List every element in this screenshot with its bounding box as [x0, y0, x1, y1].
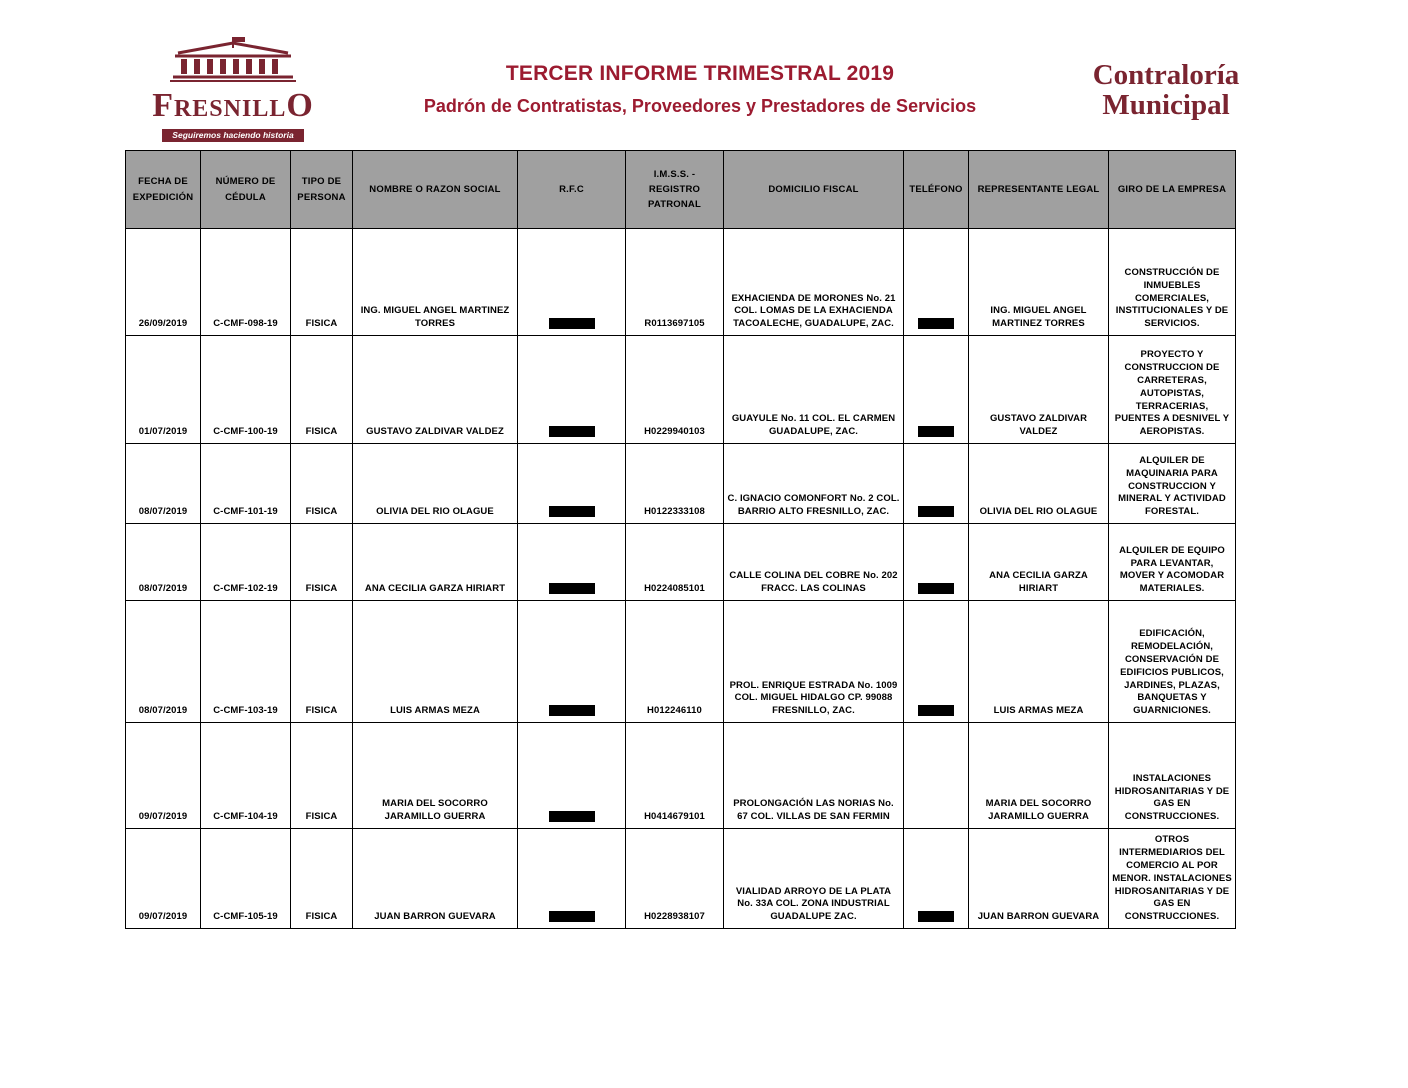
redaction-bar — [918, 911, 954, 922]
cell-giro: EDIFICACIÓN, REMODELACIÓN, CONSERVACIÓN DE EDIFICIOS PUBLICOS, JARDINES, PLAZAS, BANQUETAS Y GUARNICIONES. — [1109, 601, 1236, 723]
cell-representante: OLIVIA DEL RIO OLAGUE — [969, 444, 1109, 524]
cell-cedula: C-CMF-105-19 — [201, 829, 291, 929]
table-row — [126, 336, 1236, 444]
cell-domicilio: GUAYULE No. 11 COL. EL CARMEN GUADALUPE, ZAC. — [724, 336, 904, 444]
cell-imss: R0113697105 — [626, 229, 724, 336]
cell-imss: H012246110 — [626, 601, 724, 723]
cell-cedula: C-CMF-100-19 — [201, 336, 291, 444]
redaction-bar — [918, 318, 954, 329]
cell-fecha: 09/07/2019 — [126, 829, 201, 929]
cell-representante: ING. MIGUEL ANGEL MARTINEZ TORRES — [969, 229, 1109, 336]
column-header-imss: I.M.S.S. - REGISTRO PATRONAL — [626, 151, 724, 229]
cell-tipo: FISICA — [291, 723, 353, 829]
cell-giro: ALQUILER DE EQUIPO PARA LEVANTAR, MOVER Y ACOMODAR MATERIALES. — [1109, 524, 1236, 601]
table-row — [126, 444, 1236, 524]
column-header-rfc: R.F.C — [518, 151, 626, 229]
redaction-bar — [549, 705, 595, 716]
cell-cedula: C-CMF-101-19 — [201, 444, 291, 524]
cell-fecha: 09/07/2019 — [126, 723, 201, 829]
fresnillo-tagline-wrap — [126, 125, 340, 143]
cell-nombre: LUIS ARMAS MEZA — [353, 601, 518, 723]
table-header-row — [126, 151, 1236, 229]
cell-telefono — [904, 444, 969, 524]
cell-rfc — [518, 229, 626, 336]
table-row — [126, 229, 1236, 336]
cell-representante: JUAN BARRON GUEVARA — [969, 829, 1109, 929]
redaction-bar — [549, 583, 595, 594]
cell-telefono — [904, 229, 969, 336]
cell-fecha: 08/07/2019 — [126, 444, 201, 524]
cell-telefono — [904, 524, 969, 601]
cell-fecha: 08/07/2019 — [126, 601, 201, 723]
contraloria-line2: Municipal — [1102, 89, 1230, 122]
contractors-table — [125, 150, 1236, 929]
cell-domicilio: C. IGNACIO COMONFORT No. 2 COL. BARRIO ALTO FRESNILLO, ZAC. — [724, 444, 904, 524]
redaction-bar — [549, 811, 595, 822]
table-row — [126, 829, 1236, 929]
cell-rfc — [518, 829, 626, 929]
redaction-bar — [549, 318, 595, 329]
cell-tipo: FISICA — [291, 336, 353, 444]
cell-rfc — [518, 336, 626, 444]
cell-domicilio: PROL. ENRIQUE ESTRADA No. 1009 COL. MIGUEL HIDALGO CP. 99088 FRESNILLO, ZAC. — [724, 601, 904, 723]
cell-imss: H0224085101 — [626, 524, 724, 601]
cell-representante: MARIA DEL SOCORRO JARAMILLO GUERRA — [969, 723, 1109, 829]
cell-telefono — [904, 723, 969, 829]
cell-domicilio: EXHACIENDA DE MORONES No. 21 COL. LOMAS DE LA EXHACIENDA TACOALECHE, GUADALUPE, ZAC. — [724, 229, 904, 336]
contraloria-logo — [1076, 60, 1256, 122]
redaction-bar — [918, 705, 954, 716]
column-header-domicilio: DOMICILIO FISCAL — [724, 151, 904, 229]
column-header-fecha: FECHA DE EXPEDICIÓN — [126, 151, 201, 229]
redaction-bar — [549, 506, 595, 517]
fresnillo-logo — [126, 36, 340, 143]
fresnillo-wordmark: FresnillO — [152, 87, 314, 124]
cell-domicilio: VIALIDAD ARROYO DE LA PLATA No. 33A COL. ZONA INDUSTRIAL GUADALUPE ZAC. — [724, 829, 904, 929]
column-header-giro: GIRO DE LA EMPRESA — [1109, 151, 1236, 229]
cell-giro: PROYECTO Y CONSTRUCCION DE CARRETERAS, AUTOPISTAS, TERRACERIAS, PUENTES A DESNIVEL Y AEROPISTAS. — [1109, 336, 1236, 444]
column-header-nombre: NOMBRE O RAZON SOCIAL — [353, 151, 518, 229]
table-row — [126, 723, 1236, 829]
cell-rfc — [518, 723, 626, 829]
cell-domicilio: PROLONGACIÓN LAS NORIAS No. 67 COL. VILLAS DE SAN FERMIN — [724, 723, 904, 829]
cell-imss: H0228938107 — [626, 829, 724, 929]
cell-giro: CONSTRUCCIÓN DE INMUEBLES COMERCIALES, INSTITUCIONALES Y DE SERVICIOS. — [1109, 229, 1236, 336]
cell-tipo: FISICA — [291, 524, 353, 601]
column-header-representante: REPRESENTANTE LEGAL — [969, 151, 1109, 229]
column-header-tipo: TIPO DE PERSONA — [291, 151, 353, 229]
cell-cedula: C-CMF-104-19 — [201, 723, 291, 829]
cell-telefono — [904, 829, 969, 929]
cell-representante: ANA CECILIA GARZA HIRIART — [969, 524, 1109, 601]
cell-fecha: 08/07/2019 — [126, 524, 201, 601]
cell-cedula: C-CMF-098-19 — [201, 229, 291, 336]
cell-tipo: FISICA — [291, 444, 353, 524]
cell-representante: LUIS ARMAS MEZA — [969, 601, 1109, 723]
cell-tipo: FISICA — [291, 229, 353, 336]
cell-cedula: C-CMF-102-19 — [201, 524, 291, 601]
cell-domicilio: CALLE COLINA DEL COBRE No. 202 FRACC. LAS COLINAS — [724, 524, 904, 601]
report-title: TERCER INFORME TRIMESTRAL 2019 — [505, 62, 895, 85]
fresnillo-tagline: Seguiremos haciendo historia — [162, 129, 303, 142]
cell-telefono — [904, 336, 969, 444]
report-subtitle: Padrón de Contratistas, Proveedores y Prestadores de Servicios — [423, 96, 977, 116]
cell-giro: OTROS INTERMEDIARIOS DEL COMERCIO AL POR MENOR. INSTALACIONES HIDROSANITARIAS Y DE GAS EN CONSTRUCCIONES. — [1109, 829, 1236, 929]
cell-telefono — [904, 601, 969, 723]
title-block — [340, 62, 1060, 117]
cell-nombre: ANA CECILIA GARZA HIRIART — [353, 524, 518, 601]
cell-imss: H0229940103 — [626, 336, 724, 444]
redaction-bar — [549, 426, 595, 437]
cell-imss: H0414679101 — [626, 723, 724, 829]
redaction-bar — [918, 426, 954, 437]
cell-imss: H0122333108 — [626, 444, 724, 524]
redaction-bar — [549, 911, 595, 922]
redaction-bar — [918, 583, 954, 594]
column-header-telefono: TELÉFONO — [904, 151, 969, 229]
cell-giro: ALQUILER DE MAQUINARIA PARA CONSTRUCCION Y MINERAL Y ACTIVIDAD FORESTAL. — [1109, 444, 1236, 524]
building-icon — [158, 36, 308, 82]
cell-nombre: ING. MIGUEL ANGEL MARTINEZ TORRES — [353, 229, 518, 336]
cell-cedula: C-CMF-103-19 — [201, 601, 291, 723]
table-row — [126, 601, 1236, 723]
contraloria-line1: Contraloría — [1092, 59, 1240, 91]
cell-fecha: 26/09/2019 — [126, 229, 201, 336]
cell-tipo: FISICA — [291, 601, 353, 723]
cell-fecha: 01/07/2019 — [126, 336, 201, 444]
cell-representante: GUSTAVO ZALDIVAR VALDEZ — [969, 336, 1109, 444]
cell-nombre: GUSTAVO ZALDIVAR VALDEZ — [353, 336, 518, 444]
cell-rfc — [518, 524, 626, 601]
cell-tipo: FISICA — [291, 829, 353, 929]
cell-nombre: OLIVIA DEL RIO OLAGUE — [353, 444, 518, 524]
table-row — [126, 524, 1236, 601]
cell-rfc — [518, 444, 626, 524]
cell-rfc — [518, 601, 626, 723]
column-header-cedula: NÚMERO DE CÉDULA — [201, 151, 291, 229]
cell-giro: INSTALACIONES HIDROSANITARIAS Y DE GAS EN CONSTRUCCIONES. — [1109, 723, 1236, 829]
cell-nombre: MARIA DEL SOCORRO JARAMILLO GUERRA — [353, 723, 518, 829]
redaction-bar — [918, 506, 954, 517]
cell-nombre: JUAN BARRON GUEVARA — [353, 829, 518, 929]
